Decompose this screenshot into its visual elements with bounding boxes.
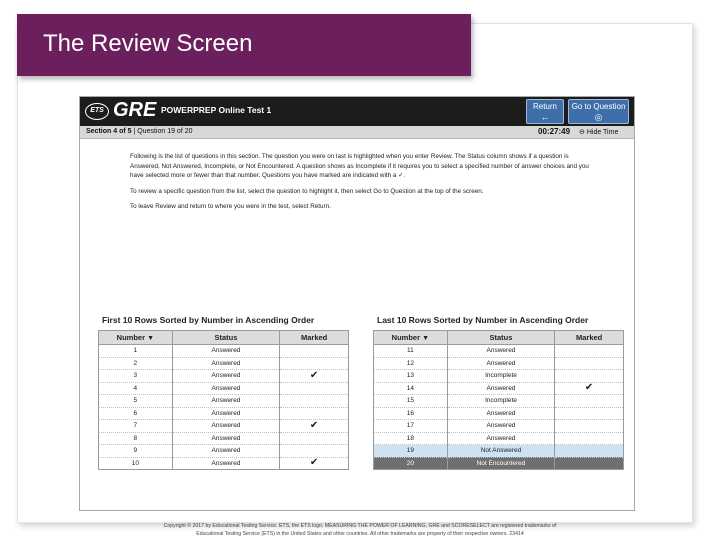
question-status-cell: Not Encountered bbox=[447, 457, 555, 470]
marked-column-header[interactable]: Marked bbox=[280, 331, 349, 345]
table-row[interactable] bbox=[99, 420, 349, 433]
gre-brand: GRE bbox=[113, 99, 157, 121]
question-number-cell: 17 bbox=[374, 420, 448, 433]
question-marked-cell bbox=[280, 382, 349, 395]
right-question-table bbox=[373, 330, 624, 470]
return-label: Return bbox=[532, 102, 557, 111]
table-row[interactable] bbox=[99, 345, 349, 358]
minus-circle-icon: ⊖ bbox=[579, 129, 585, 136]
question-status-cell: Answered bbox=[172, 432, 280, 445]
arrow-left-icon: ← bbox=[540, 112, 550, 122]
question-status-cell: Answered bbox=[172, 395, 280, 408]
title-band bbox=[17, 14, 471, 76]
question-marked-cell: ✔ bbox=[280, 420, 349, 433]
question-number-cell: 1 bbox=[99, 345, 173, 358]
target-icon: ◎ bbox=[594, 112, 603, 122]
go-to-question-button[interactable] bbox=[568, 99, 629, 124]
question-marked-cell bbox=[280, 395, 349, 408]
question-status-cell: Answered bbox=[447, 382, 555, 395]
table-row[interactable] bbox=[99, 395, 349, 408]
question-status-cell: Answered bbox=[172, 345, 280, 358]
return-button[interactable] bbox=[526, 99, 564, 124]
question-status-cell: Answered bbox=[172, 457, 280, 470]
question-marked-cell bbox=[555, 432, 624, 445]
table-row[interactable] bbox=[374, 432, 624, 445]
section-bar bbox=[80, 126, 634, 139]
instructions-paragraph-1: Following is the list of questions in this section. The question you were on last is highlighted when you enter Review. The Status column shows if a question is Answered, Not Answered, Incomplete, or Not Encountered. A question shows as Incomplete if it requires you to select a specified number of answer choices and you have selected more or fewer than that number. Questions you have marked are indicated with a ✓. bbox=[130, 153, 589, 179]
question-status-cell: Answered bbox=[172, 382, 280, 395]
question-status-cell: Answered bbox=[447, 357, 555, 370]
question-status-cell: Answered bbox=[172, 370, 280, 383]
number-column-header[interactable] bbox=[374, 331, 448, 345]
gre-header bbox=[80, 97, 634, 126]
table-row[interactable] bbox=[374, 445, 624, 458]
question-number-cell: 8 bbox=[99, 432, 173, 445]
question-status-cell: Answered bbox=[447, 407, 555, 420]
question-marked-cell: ✔ bbox=[280, 370, 349, 383]
number-header-label: Number bbox=[116, 333, 146, 342]
left-question-table bbox=[98, 330, 349, 470]
question-number-cell: 10 bbox=[99, 457, 173, 470]
question-number-cell: 13 bbox=[374, 370, 448, 383]
hide-time-button[interactable] bbox=[579, 128, 618, 136]
question-status-cell: Answered bbox=[172, 357, 280, 370]
question-number-cell: 7 bbox=[99, 420, 173, 433]
timer: 00:27:49 bbox=[538, 127, 571, 136]
question-number-cell: 3 bbox=[99, 370, 173, 383]
question-number-cell: 19 bbox=[374, 445, 448, 458]
question-number-cell: 9 bbox=[99, 445, 173, 458]
question-number-cell: 18 bbox=[374, 432, 448, 445]
table-row[interactable] bbox=[374, 382, 624, 395]
question-marked-cell bbox=[555, 395, 624, 408]
table-row[interactable] bbox=[374, 370, 624, 383]
section-indicator bbox=[86, 128, 193, 135]
instructions-paragraph-2: To review a specific question from the list, select the question to highlight it, then select Go to Question at the top of the screen. bbox=[130, 187, 484, 195]
copyright-line-1: Copyright © 2017 by Educational Testing Service. ETS, the ETS logo, MEASURING THE POWER OF LEARNING, GRE and SCORESELECT are registered trademarks of bbox=[163, 523, 557, 529]
question-number-cell: 14 bbox=[374, 382, 448, 395]
question-status-cell: Incomplete bbox=[447, 370, 555, 383]
question-marked-cell bbox=[555, 420, 624, 433]
question-number-cell: 5 bbox=[99, 395, 173, 408]
table-row[interactable] bbox=[374, 457, 624, 470]
question-marked-cell bbox=[555, 370, 624, 383]
question-status-cell: Not Answered bbox=[447, 445, 555, 458]
question-marked-cell bbox=[280, 345, 349, 358]
number-column-header[interactable] bbox=[99, 331, 173, 345]
right-table-body bbox=[374, 345, 624, 470]
review-screen-screenshot bbox=[79, 96, 635, 511]
question-number-cell: 4 bbox=[99, 382, 173, 395]
question-marked-cell: ✔ bbox=[280, 457, 349, 470]
go-to-question-label: Go to Question bbox=[571, 102, 626, 111]
table-row[interactable] bbox=[99, 382, 349, 395]
test-name: POWERPREP Online Test 1 bbox=[161, 105, 272, 115]
hide-time-label: Hide Time bbox=[586, 129, 619, 136]
sort-down-icon: ▼ bbox=[422, 335, 430, 342]
question-marked-cell bbox=[555, 407, 624, 420]
question-marked-cell bbox=[280, 357, 349, 370]
table-row[interactable] bbox=[99, 357, 349, 370]
ets-logo: ETS bbox=[85, 103, 109, 120]
question-status-cell: Answered bbox=[172, 407, 280, 420]
table-row[interactable] bbox=[99, 432, 349, 445]
number-header-label: Number bbox=[391, 333, 420, 342]
copyright-notice bbox=[100, 522, 620, 538]
table-row[interactable] bbox=[374, 407, 624, 420]
section-number: Section 4 of 5 bbox=[86, 128, 132, 135]
question-marked-cell bbox=[280, 432, 349, 445]
instructions-paragraph-3: To leave Review and return to where you were in the test, select Return. bbox=[130, 203, 331, 210]
question-status-cell: Answered bbox=[447, 432, 555, 445]
left-table-body bbox=[99, 345, 349, 470]
question-marked-cell: ✔ bbox=[555, 382, 624, 395]
right-table-title: Last 10 Rows Sorted by Number in Ascending Order bbox=[377, 315, 589, 325]
question-number-cell: 15 bbox=[374, 395, 448, 408]
status-column-header[interactable]: Status bbox=[447, 331, 555, 345]
question-number-cell: 2 bbox=[99, 357, 173, 370]
table-row[interactable] bbox=[99, 457, 349, 470]
question-number-cell: 6 bbox=[99, 407, 173, 420]
table-row[interactable] bbox=[374, 345, 624, 358]
question-number: | Question 19 of 20 bbox=[133, 128, 193, 135]
review-instructions bbox=[130, 152, 590, 218]
table-row[interactable] bbox=[99, 407, 349, 420]
table-header-row bbox=[99, 331, 349, 345]
table-row[interactable] bbox=[374, 357, 624, 370]
slide-title: The Review Screen bbox=[43, 30, 253, 57]
question-status-cell: Answered bbox=[172, 445, 280, 458]
copyright-line-2: Educational Testing Service (ETS) in the United States and other countries. All other trademarks are property of their respective owners. 23414 bbox=[196, 531, 524, 537]
question-marked-cell bbox=[555, 345, 624, 358]
status-column-header[interactable]: Status bbox=[172, 331, 280, 345]
question-status-cell: Incomplete bbox=[447, 395, 555, 408]
table-row[interactable] bbox=[374, 420, 624, 433]
table-row[interactable] bbox=[99, 370, 349, 383]
question-marked-cell bbox=[555, 357, 624, 370]
left-table-title: First 10 Rows Sorted by Number in Ascending Order bbox=[102, 315, 315, 325]
question-status-cell: Answered bbox=[172, 420, 280, 433]
sort-down-icon: ▼ bbox=[147, 335, 155, 342]
question-marked-cell bbox=[280, 445, 349, 458]
question-number-cell: 11 bbox=[374, 345, 448, 358]
question-marked-cell bbox=[555, 445, 624, 458]
table-row[interactable] bbox=[374, 395, 624, 408]
question-marked-cell bbox=[555, 457, 624, 470]
marked-column-header[interactable]: Marked bbox=[555, 331, 624, 345]
question-number-cell: 16 bbox=[374, 407, 448, 420]
question-status-cell: Answered bbox=[447, 345, 555, 358]
question-marked-cell bbox=[280, 407, 349, 420]
question-number-cell: 20 bbox=[374, 457, 448, 470]
table-header-row bbox=[374, 331, 624, 345]
question-status-cell: Answered bbox=[447, 420, 555, 433]
question-number-cell: 12 bbox=[374, 357, 448, 370]
table-row[interactable] bbox=[99, 445, 349, 458]
